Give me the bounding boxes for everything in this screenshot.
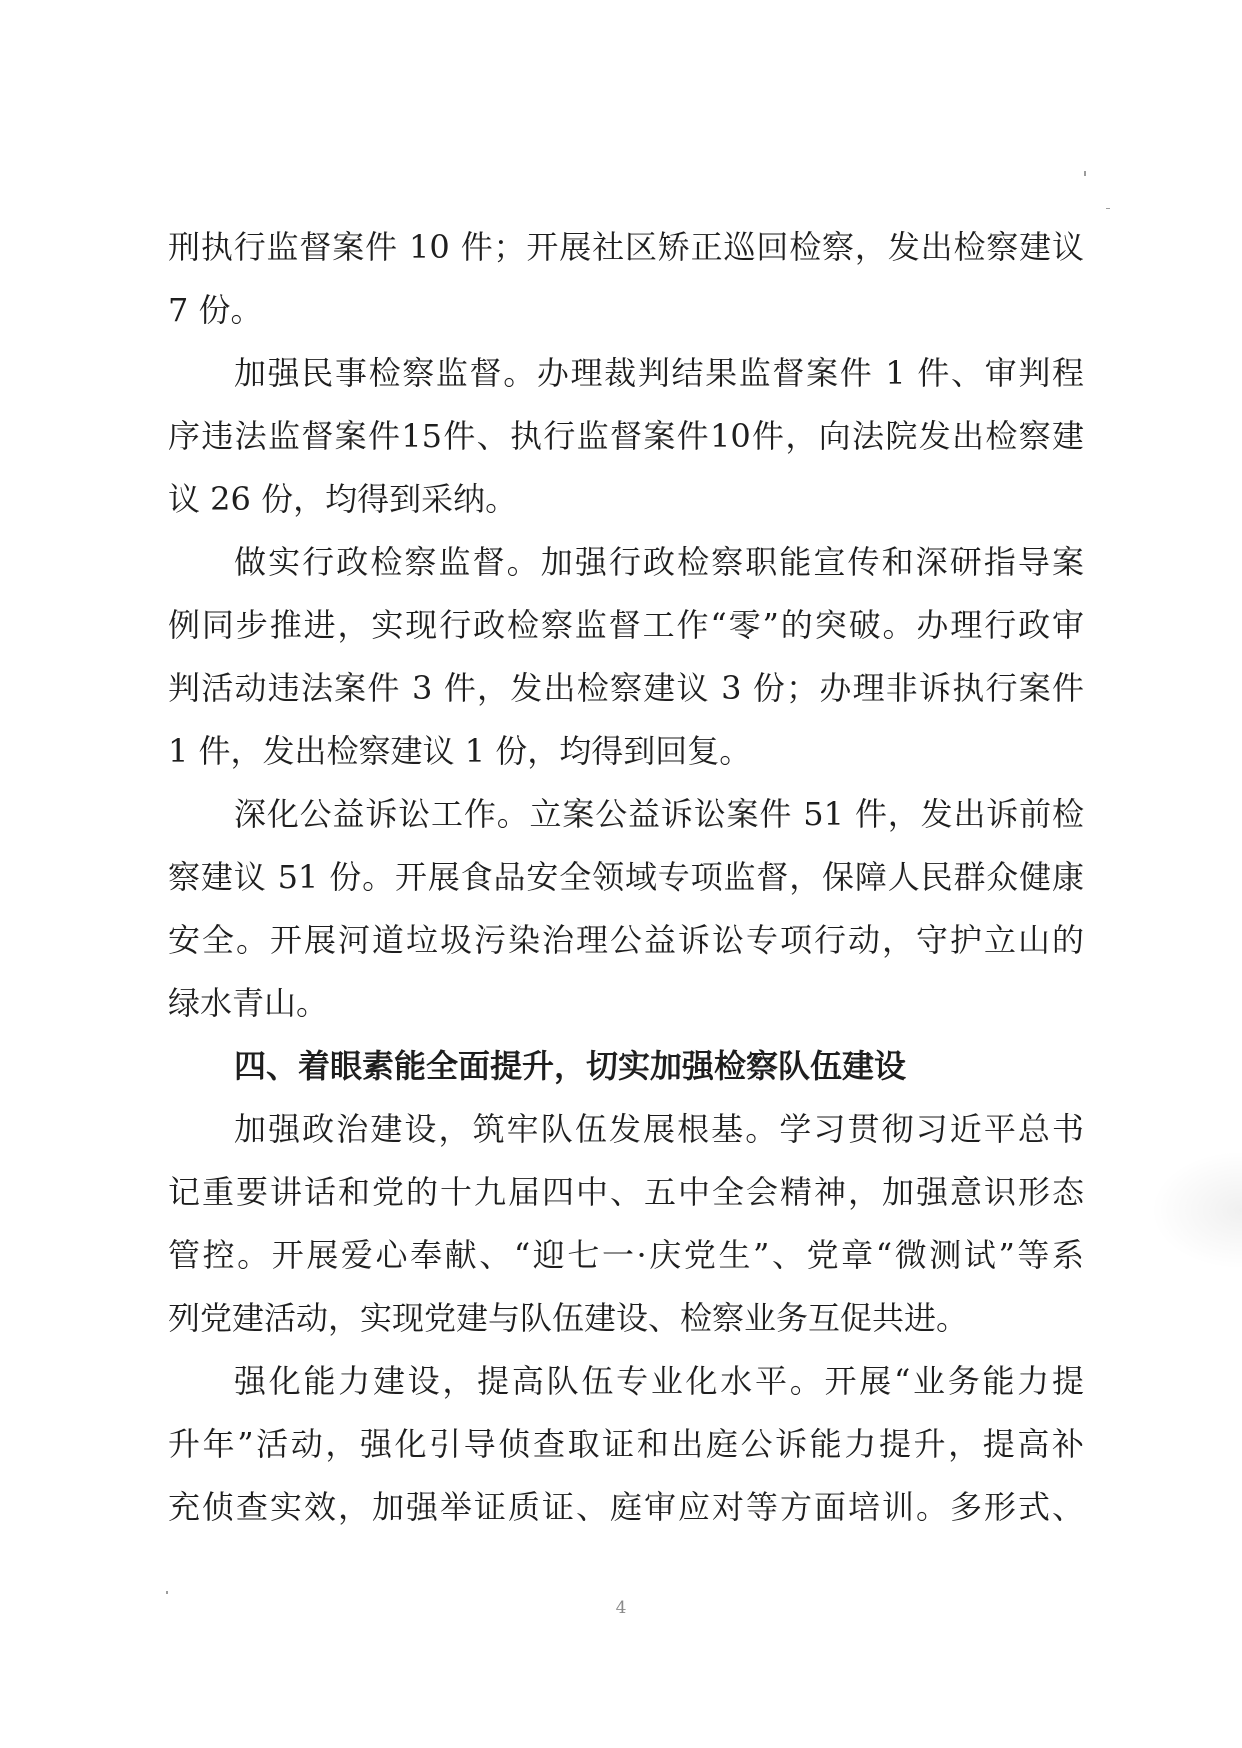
text-line: 深化公益诉讼工作。立案公益诉讼案件 51 件，发出诉前检 [234, 795, 1084, 833]
text-line: 7 份。 [168, 291, 263, 329]
paragraph [168, 216, 1084, 342]
text-line: 例同步推进，实现行政检察监督工作“零”的突破。办理行政审 [168, 606, 1084, 644]
text-line: 绿水青山。 [168, 984, 329, 1022]
paragraph [168, 783, 1084, 1035]
scan-speck [1084, 171, 1086, 176]
text-line: 升年”活动，强化引导侦查取证和出庭公诉能力提升，提高补 [168, 1425, 1084, 1463]
paragraph [168, 342, 1084, 531]
text-line: 议 26 份，均得到采纳。 [168, 480, 518, 518]
page-number: 4 [615, 1598, 627, 1618]
text-line: 管控。开展爱心奉献、“迎七一·庆党生”、党章“微测试”等系 [168, 1236, 1084, 1274]
text-line: 安全。开展河道垃圾污染治理公益诉讼专项行动，守护立山的 [168, 921, 1084, 959]
text-line: 强化能力建设，提高队伍专业化水平。开展“业务能力提 [234, 1362, 1084, 1400]
paragraph [168, 1350, 1084, 1539]
section-heading: 四、着眼素能全面提升，切实加强检察队伍建设 [234, 1047, 907, 1085]
text-line: 记重要讲话和党的十九届四中、五中全会精神，加强意识形态 [168, 1173, 1084, 1211]
text-line: 1 件，发出检察建议 1 份，均得到回复。 [168, 732, 752, 770]
text-line: 刑执行监督案件 10 件；开展社区矫正巡回检察，发出检察建议 [168, 228, 1084, 266]
text-line: 做实行政检察监督。加强行政检察职能宣传和深研指导案 [234, 543, 1084, 581]
scan-shadow [1150, 1150, 1242, 1270]
document-body [168, 216, 1084, 1539]
text-line: 判活动违法案件 3 件，发出检察建议 3 份；办理非诉执行案件 [168, 669, 1084, 707]
paragraph [168, 531, 1084, 783]
text-line: 加强政治建设，筑牢队伍发展根基。学习贯彻习近平总书 [234, 1110, 1084, 1148]
paragraph [168, 1098, 1084, 1350]
text-line: 察建议 51 份。开展食品安全领域专项监督，保障人民群众健康 [168, 858, 1084, 896]
text-line: 序违法监督案件15件、执行监督案件10件，向法院发出检察建 [168, 417, 1084, 455]
text-line: 列党建活动，实现党建与队伍建设、检察业务互促共进。 [168, 1299, 969, 1337]
text-line: 充侦查实效，加强举证质证、庭审应对等方面培训。多形式、 [168, 1488, 1084, 1526]
scan-speck [1106, 208, 1110, 209]
text-line: 加强民事检察监督。办理裁判结果监督案件 1 件、审判程 [234, 354, 1084, 392]
scan-speck [166, 1591, 168, 1594]
